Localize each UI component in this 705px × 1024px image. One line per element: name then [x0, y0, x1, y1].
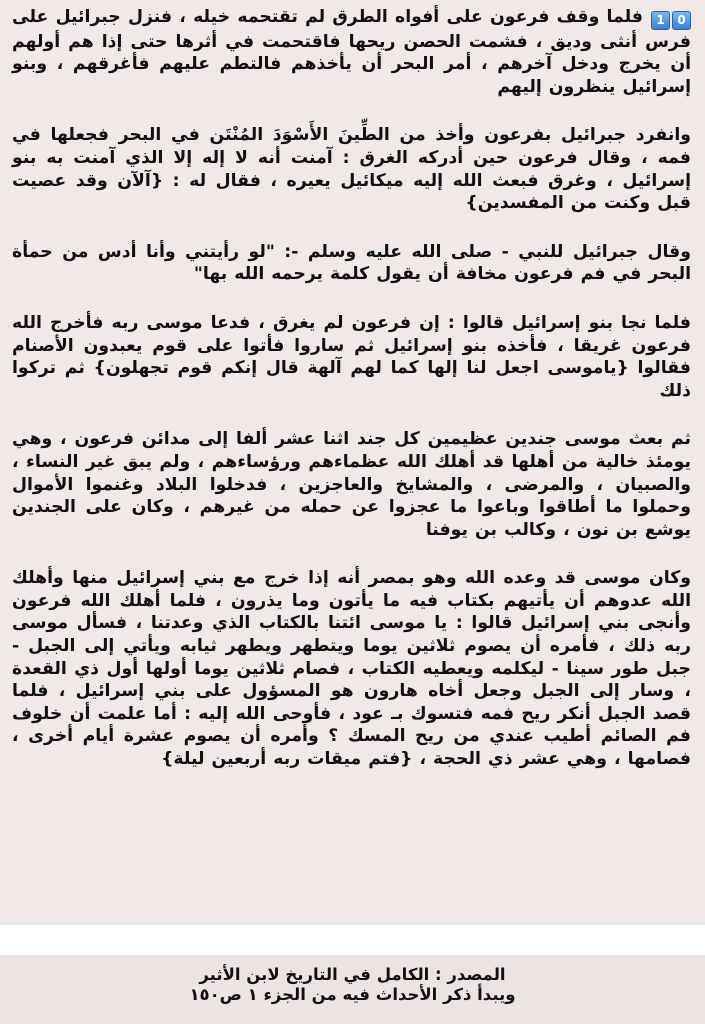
- number-badges: [649, 8, 691, 31]
- paragraph-1: [12, 6, 691, 98]
- source-footer: [0, 955, 705, 1024]
- paragraph-6: وكان موسى قد وعده الله وهو بمصر أنه إذا خرج مع بني إسرائيل منها وأهلك الله عدوهم أن يأتيهم بكتاب فيه ما يأتون وما يذرون ، فلما أهلك الله فرعون وأنجى بني إسرائيل قالوا : يا موسى ائتنا بالكتاب الذي وعدتنا ، فسأل موسى ربه ذلك ، فأمره أن يصوم ثلاثين يوما ويتطهر ويطهر ثيابه ويأتي إلى الجبل - جبل طور سينا - ليكلمه ويعطيه الكتاب ، فصام ثلاثين يوما أولها أول ذي القعدة ، وسار إلى الجبل وجعل أخاه هارون هو المسؤول على بني إسرائيل ، فلما قصد الجبل أنكر ريح فمه فتسوك بـ عود ، فأوحى الله إليه : أما علمت أن خلوف فم الصائم أطيب عندي من ريح المسك ؟ وأمره أن يصوم عشرة أيام أخرى ، فصامها ، وهي عشر ذي الحجة ، {فتم ميقات ربه أربعين ليلة}: [12, 568, 691, 770]
- paragraph-3: وقال جبرائيل للنبي - صلى الله عليه وسلم -: "لو رأيتني وأنا أدس من حمأة البحر في فم فرعون مخافة أن يقول كلمة يرحمه الله بها": [12, 241, 691, 285]
- separator-band: [0, 925, 705, 955]
- paragraph-1-text: فلما وقف فرعون على أفواه الطرق لم تقتحمه خيله ، فنزل جبرائيل على فرس أنثى وديق ، فشمت الحصن ريحها فاقتحمت في أثرها حتى إذا هم أولهم أن يخرج ودخل آخرهم ، أمر البحر أن يأخذهم فالتطم عليهم فأغرقهم ، وبنو إسرائيل ينظرون إليهم: [12, 7, 691, 97]
- number-badge-one-icon: 1: [651, 11, 670, 30]
- paragraph-2: وانفرد جبرائيل بفرعون وأخذ من الطِّينَ الأَسْوَدَ المُنْتَن في البحر فجعلها في فمه ، وقال فرعون حين أدركه الغرق : آمنت أنه لا إله إلا الذي آمنت به بنو إسرائيل ، وغرق فبعث الله إليه ميكائيل يعيره ، فقال له : {آلآن وقد عصيت قبل وكنت من المفسدين}: [12, 125, 691, 214]
- paragraph-4: فلما نجا بنو إسرائيل قالوا : إن فرعون لم يغرق ، فدعا موسى ربه فأخرج الله فرعون غريقا ، فأخذه بنو إسرائيل ثم ساروا فأتوا على قوم يعبدون الأصنام فقالوا {ياموسى اجعل لنا إلها كما لهم آلهة قال إنكم قوم تجهلون} ثم تركوا ذلك: [12, 312, 691, 401]
- source-page-line: ويبدأ ذكر الأحداث فيه من الجزء ١ ص١٥٠: [189, 985, 516, 1004]
- source-line: المصدر : الكامل في التاريخ لابن الأثير: [199, 965, 506, 984]
- number-badge-zero-icon: 0: [672, 11, 691, 30]
- paragraph-5: ثم بعث موسى جندين عظيمين كل جند اثنا عشر ألفا إلى مدائن فرعون ، وهي يومئذ خالية من أهلها قد أهلك الله عظماءهم ورؤساءهم ، ولم يبق غير النساء ، والصبيان ، والمرضى ، والمشايخ والعاجزين ، فدخلوا البلاد وغنموا الأموال وحملوا ما أطاقوا وباعوا ما عجزوا عن حمله من غيرهم ، وكان على الجندين يوشع بن نون ، وكالب بن يوفنا: [12, 429, 691, 540]
